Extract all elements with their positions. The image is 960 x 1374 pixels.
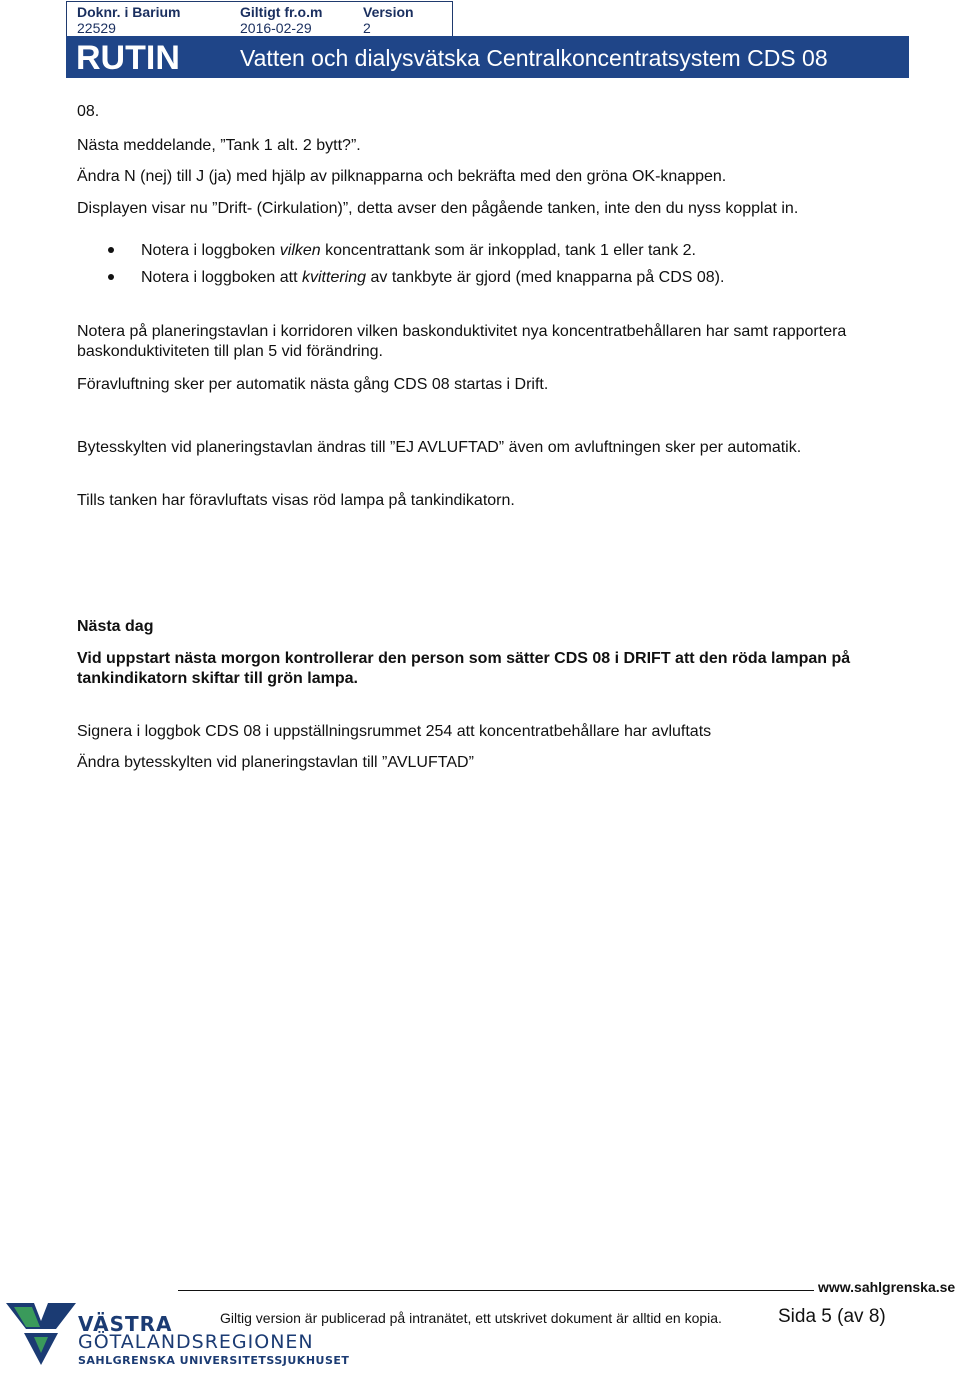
swap-sign-text: Bytesskylten vid planeringstavlan ändras till ”EJ AVLUFTAD” även om avluftningen sker per automatik. <box>77 439 802 456</box>
step-number: 08. <box>77 103 100 120</box>
bullet-dot-icon <box>108 247 114 253</box>
next-day-heading: Nästa dag <box>77 618 154 635</box>
bullet-item <box>77 241 897 268</box>
document-title: Vatten och dialysvätska Centralkoncentratsystem CDS 08 <box>240 45 828 71</box>
footer-validity-note: Giltig version är publicerad på intranätet, ett utskrivet dokument är alltid en kopia. <box>220 1310 722 1326</box>
doknr-value: 22529 <box>77 20 116 36</box>
header-bar <box>66 36 909 78</box>
logo-text-line3: SAHLGRENSKA UNIVERSITETSSJUKHUSET <box>78 1354 350 1367</box>
giltigt-column <box>240 4 322 36</box>
bullet-list <box>77 241 897 295</box>
document-type: RUTIN <box>76 39 180 77</box>
bullet-text-emphasis: kvittering <box>302 269 367 286</box>
bullet-text-pre: Notera i loggboken <box>141 242 280 259</box>
change-instruction-text: Ändra N (nej) till J (ja) med hjälp av pilknapparna och bekräfta med den gröna OK-knappen. <box>77 168 727 185</box>
bullet-text-emphasis: vilken <box>279 242 321 259</box>
version-label: Version <box>363 4 414 20</box>
next-message-text: Nästa meddelande, ”Tank 1 alt. 2 bytt?”. <box>77 137 361 154</box>
change-sign-text: Ändra bytesskylten vid planeringstavlan till ”AVLUFTAD” <box>77 754 474 771</box>
document-meta-box <box>66 1 453 38</box>
region-logo-icon <box>4 1299 78 1374</box>
doknr-column <box>77 4 180 36</box>
bullet-text-post: koncentrattank som är inkopplad, tank 1 eller tank 2. <box>320 242 696 259</box>
giltigt-value: 2016-02-29 <box>240 20 312 36</box>
page-number: Sida 5 (av 8) <box>778 1306 886 1327</box>
version-value: 2 <box>363 20 371 36</box>
giltigt-label: Giltigt fr.o.m <box>240 4 323 20</box>
doknr-label: Doknr. i Barium <box>77 4 181 20</box>
sign-logbook-text: Signera i loggbok CDS 08 i uppställningsrummet 254 att koncentratbehållare har avluftats <box>77 723 712 740</box>
footer-divider <box>178 1290 814 1291</box>
planning-board-text: Notera på planeringstavlan i korridoren vilken baskonduktivitet nya koncentratbehållaren har samt rapportera baskonduktiviteten till plan 5 vid förändring. <box>77 323 847 360</box>
red-lamp-text: Tills tanken har föravluftats visas röd lampa på tankindikatorn. <box>77 492 515 509</box>
bullet-text-pre: Notera i loggboken att <box>141 269 302 286</box>
pre-venting-text: Föravluftning sker per automatik nästa gång CDS 08 startas i Drift. <box>77 376 549 393</box>
footer-url: www.sahlgrenska.se <box>818 1279 956 1295</box>
startup-instruction-text: Vid uppstart nästa morgon kontrollerar den person som sätter CDS 08 i DRIFT att den röda lampan på tankindikatorn skiftar till grön lampa. <box>77 650 851 687</box>
bullet-item <box>77 268 897 295</box>
logo-text-line2: GÖTALANDSREGIONEN <box>78 1331 314 1353</box>
bullet-dot-icon <box>108 274 114 280</box>
display-info-text: Displayen visar nu ”Drift- (Cirkulation)”, detta avser den pågående tanken, inte den du nyss kopplat in. <box>77 200 799 217</box>
logo-text-line1: VÄSTRA <box>78 1312 173 1336</box>
version-column <box>363 4 414 36</box>
bullet-text-post: av tankbyte är gjord (med knapparna på CDS 08). <box>366 269 725 286</box>
